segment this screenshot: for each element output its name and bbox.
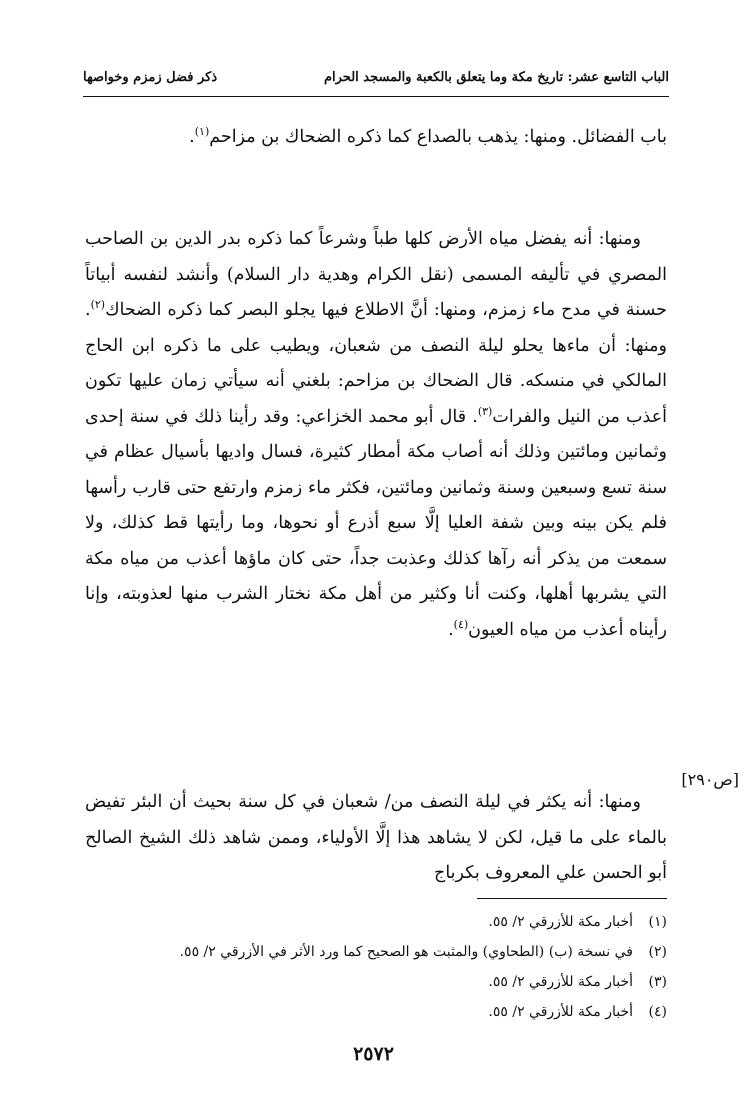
paragraph-2-tail: . (448, 619, 454, 640)
section-title: ذكر فضل زمزم وخواصها (83, 70, 218, 85)
footnote-2-number: (٢) (648, 944, 667, 960)
page-number: ٢٥٧٢ (353, 1043, 394, 1065)
paragraph-1-tail: . (189, 127, 195, 147)
paragraph-3 (85, 785, 667, 892)
paragraph-2 (85, 222, 667, 648)
footnote-1 (77, 907, 667, 937)
footnote-ref-1: (١) (194, 125, 210, 139)
footnotes (77, 907, 667, 1027)
footnote-ref-3: (٣) (477, 404, 493, 418)
manuscript-page-ref: [ص٢٩٠] (681, 770, 739, 789)
footnote-3 (77, 967, 667, 997)
footnote-4-text: أخبار مكة للأزرقي ٢/ ٥٥. (488, 1004, 633, 1020)
footnote-2-text: في نسخة (ب) (الطحاوي) والمثبت هو الصحيح كما ورد الأثر في الأزرقي ٢/ ٥٥. (179, 944, 633, 960)
paragraph-2-text: ومنها: أنه يفضل مياه الأرض كلها طباً وشرعاً كما ذكره بدر الدين بن الصاحب المصري في تأليفه المسمى (نقل الكرام وهدية دار السلام) وأنشد لنفسه أبياتاً حسنة في مدح ماء زمزم، ومنها: أنَّ الاطلاع فيها يجلو البصر كما ذكره الضحاك (85, 229, 667, 320)
footnote-ref-4: (٤) (453, 617, 469, 631)
paragraph-1 (85, 120, 667, 156)
footnote-1-text: أخبار مكة للأزرقي ٢/ ٥٥. (488, 914, 633, 930)
footnote-3-text: أخبار مكة للأزرقي ٢/ ٥٥. (488, 974, 633, 990)
footnote-1-number: (١) (648, 914, 667, 930)
paragraph-2-text-2: . ومنها: أن ماءها يحلو ليلة النصف من شعبان، ويطيب على ما ذكره ابن الحاج المالكي في منسكه. قال الضحاك بن مزاحم: بلغني أنه سيأتي زمان عليها تكون أعذب من النيل والفرات (85, 300, 667, 427)
footnote-separator (477, 898, 667, 899)
footnote-ref-2: (٢) (90, 298, 106, 312)
paragraph-3-text: ومنها: أنه يكثر في ليلة النصف من/ شعبان في كل سنة بحيث أن البئر تفيض بالماء على ما قيل، لكن لا يشاهد هذا إلَّا الأولياء، وممن شاهد ذلك الشيخ الصالح أبو الحسن علي المعروف بكرباج (85, 792, 667, 883)
paragraph-2-text-3: . قال أبو محمد الخزاعي: وقد رأينا ذلك في سنة إحدى وثمانين ومائتين وذلك أنه أصاب مكة أمطار كثيرة، فسال واديها بأسيال عظام في سنة تسع وسبعين وسنة وثمانين ومائتين، فكثر ماء زمزم وارتفع حتى قارب رأسها فلم يكن بينه وبين شفة العليا إلَّا سبع أذرع أو نحوها، وما رأيتها قط كذلك، ولا سمعت من يذكر أنه رآها كذلك وعذبت جداً، حتى كان ماؤها أعذب من مياه مكة التي يشربها أهلها، وكنت أنا وكثير من أهل مكة نختار الشرب منها لعذوبته، وإنا رأيناه أعذب من مياه العيون (85, 406, 667, 640)
footnote-4 (77, 997, 667, 1027)
footnote-3-number: (٣) (648, 974, 667, 990)
footnote-2 (77, 937, 667, 967)
chapter-title: الباب التاسع عشر: تاريخ مكة وما يتعلق بالكعبة والمسجد الحرام (323, 70, 669, 85)
running-header (83, 56, 669, 97)
footnote-4-number: (٤) (648, 1004, 667, 1020)
paragraph-1-text: باب الفضائل. ومنها: يذهب بالصداع كما ذكره الضحاك بن مزاحم (209, 127, 667, 147)
